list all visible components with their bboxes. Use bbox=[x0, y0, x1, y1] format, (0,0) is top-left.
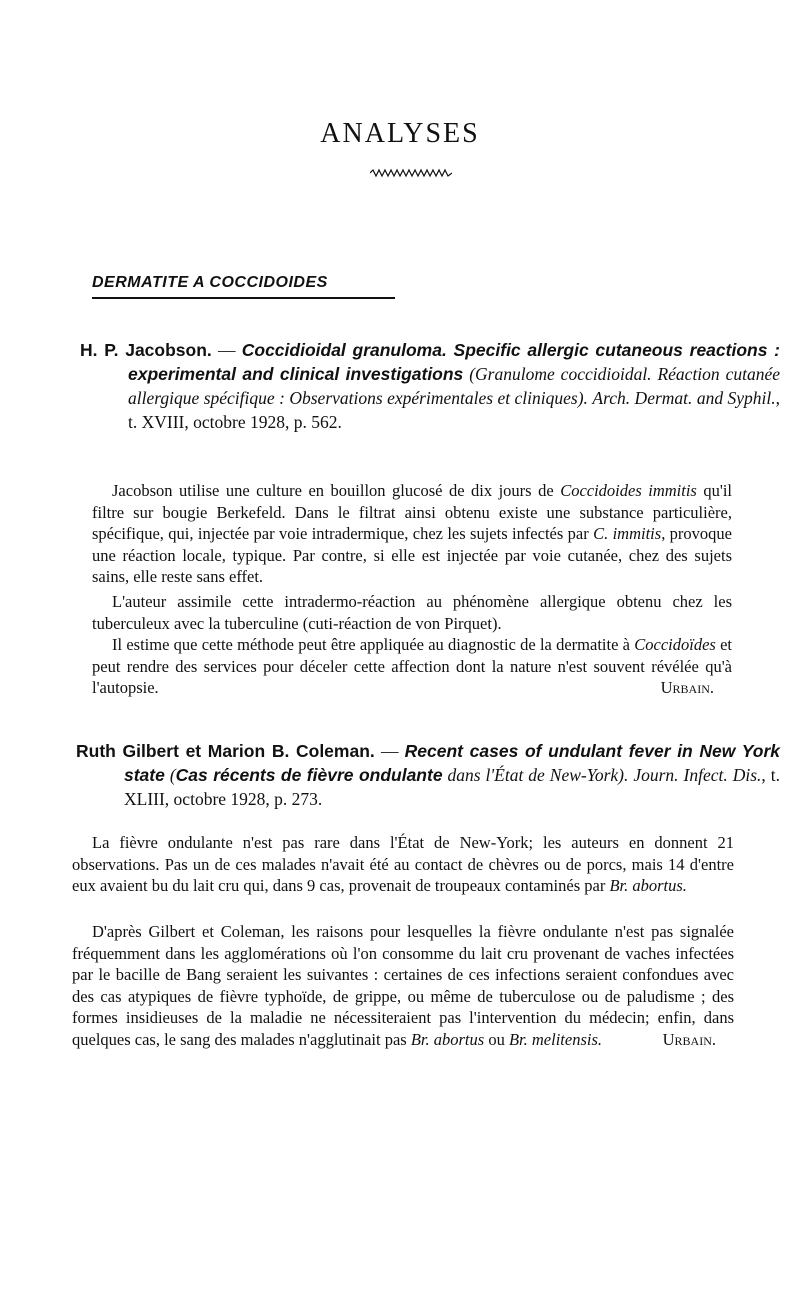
paragraph-text: L'auteur assimile cette intradermo-réaction au phénomène allergique obtenu chez les tuberculeux avec la tuberculine (cuti-réaction de von Pirquet). bbox=[92, 592, 732, 633]
signature: Urbain. bbox=[662, 1029, 716, 1049]
signature: Urbain. bbox=[660, 678, 714, 697]
article-author: H. P. Jacobson. bbox=[80, 340, 212, 360]
paragraph-text: ou bbox=[484, 1029, 509, 1049]
species-name: C. immitis bbox=[593, 524, 662, 543]
species-name: Br. abortus bbox=[410, 1029, 485, 1049]
paragraph-text: La fièvre ondulante n'est pas rare dans l'État de New-York; les auteurs en donnent 21 observations. Pas un de ces malades n'avait été au contact de chèvres ou de porcs, mais 14 d'entre eux avaient bu du lait cru qui, dans 9 cas, provenait de troupeaux contaminés par bbox=[72, 833, 734, 895]
species-name: Coccidoides immitis bbox=[560, 481, 697, 500]
page-title: ANALYSES bbox=[320, 118, 480, 149]
article-citation: , t. XLIII, octobre 1928, p. 273. bbox=[124, 765, 780, 809]
article-title-french: Cas récents de fièvre ondulante bbox=[175, 765, 443, 785]
article-paragraph bbox=[72, 921, 734, 1050]
article-paragraph bbox=[92, 480, 732, 588]
article-title-english: Coccidioidal granuloma. Specific allergic cutaneous reactions : experimental and clinical investigations bbox=[128, 340, 780, 384]
article-title-french: (Granulome coccidioidal. Réaction cutanée allergique spécifique : Observations expérimentales et cliniques). bbox=[128, 364, 781, 408]
article-paragraph bbox=[72, 832, 734, 897]
paragraph-text: , provoque une réaction locale, typique. Par contre, si elle est injectée par voie cutanée, chez des sujets sains, elle reste sans effet. bbox=[92, 524, 732, 586]
article-reference: H. P. Jacobson. — Coccidioidal granuloma. Specific allergic cutaneous reactions : experimental and clinical investigations (Granulome coccidioidal. Réaction cutanée allergique spécifique : Observations expérimentales et cliniques). Arch. Dermat. and Syphil., t. XVIII, octobre 1928, p. 562. bbox=[80, 340, 781, 432]
article-title-english: Recent cases of undulant fever in New York state bbox=[124, 741, 780, 785]
article-citation: , t. XVIII, octobre 1928, p. 562. bbox=[128, 388, 780, 432]
species-name: Br. abortus. bbox=[609, 876, 687, 895]
paragraph-text: qu'il filtre sur bougie Berkefeld. Dans le filtrat ainsi obtenu existe une substance particulière, spécifique, qui, injectée par voie intradermique, chez les sujets infectés par bbox=[92, 481, 732, 543]
section-rule bbox=[92, 297, 395, 299]
title-ornament bbox=[370, 168, 452, 178]
article-journal: Journ. Infect. Dis. bbox=[633, 765, 762, 785]
article-paragraph bbox=[92, 591, 732, 634]
species-name: Coccidoïdes bbox=[634, 635, 716, 654]
paragraph-text: D'après Gilbert et Coleman, les raisons pour lesquelles la fièvre ondulante n'est pas signalée fréquemment dans les agglomérations où l'on consomme du lait cru provenant de vaches infectées par le bacille de Bang seraient les suivantes : certaines de ces infections seraient confondues avec des cas atypiques de fièvre typhoïde, de grippe, ou même de tuberculose ou de paludisme ; des formes insidieuses de la maladie ne nécessiteraient pas l'intervention du médecin; enfin, dans quelques cas, le sang des malades n'agglutinait pas bbox=[72, 922, 734, 1049]
paragraph-text: Il estime que cette méthode peut être appliquée au diagnostic de la dermatite à bbox=[112, 635, 635, 654]
article-paragraph bbox=[92, 634, 732, 699]
species-name: Br. melitensis. bbox=[508, 1029, 602, 1049]
article-reference: Ruth Gilbert et Marion B. Coleman. — Recent cases of undulant fever in New York state (Cas récents de fièvre ondulante dans l'État de New-York). Journ. Infect. Dis., t. XLIII, octobre 1928, p. 273. bbox=[76, 741, 780, 809]
article-author: Ruth Gilbert et Marion B. Coleman. bbox=[76, 741, 375, 761]
article-journal: Arch. Dermat. and Syphil. bbox=[592, 388, 776, 408]
section-heading: DERMATITE A COCCIDOIDES bbox=[92, 274, 328, 291]
paragraph-text: et peut rendre des services pour déceler cette affection dont la nature n'est souvent révélée qu'à l'autopsie. bbox=[92, 635, 732, 697]
paragraph-text: Jacobson utilise une culture en bouillon glucosé de dix jours de bbox=[112, 481, 561, 500]
